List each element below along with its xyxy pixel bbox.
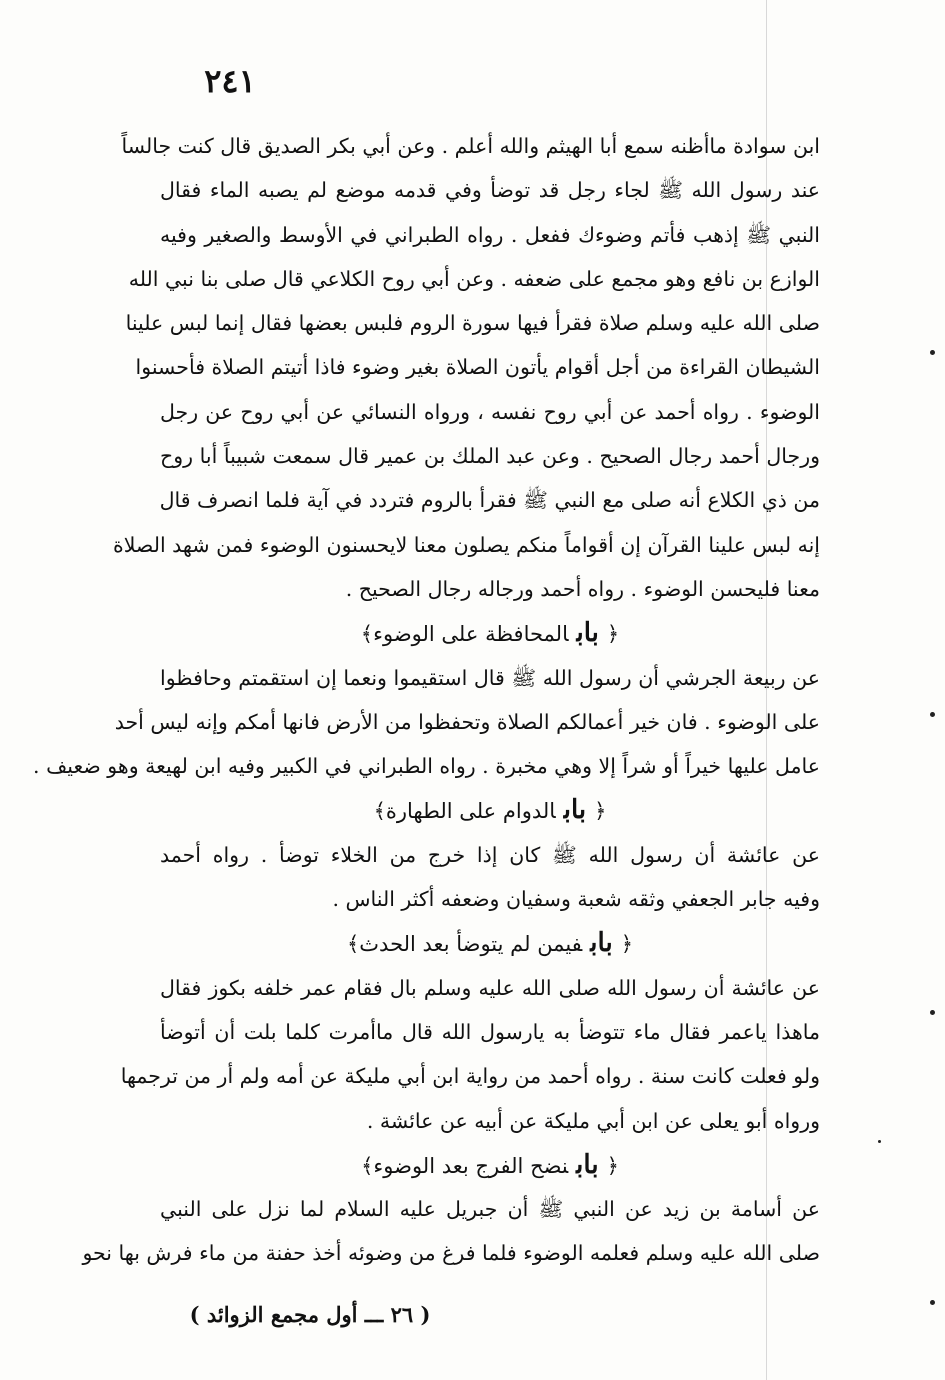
section-heading <box>160 788 820 832</box>
text-line: الشيطان القراءة من أجل أقوام يأتون الصلاة بغير وضوء فاذا أتيتم الصلاة فأحسنوا <box>135 355 820 380</box>
text-line: صلى الله عليه وسلم صلاة فقرأ فيها سورة الروم فلبس بعضها فقال إنما لبس علينا <box>125 311 820 336</box>
text-line: ولو فعلت كانت سنة . رواه أحمد من رواية ابن أبي مليكة عن أمه ولم أر من ترجمها <box>120 1064 820 1089</box>
heading-title: فيمن لم يتوضأ بعد الحدث <box>359 932 583 957</box>
heading-bracket-close: ﴾ <box>360 622 374 647</box>
text-line: عن ربيعة الجرشي أن رسول الله ﷺ قال استقيموا ونعما إن استقمتم وحافظوا <box>160 665 820 690</box>
text-line: صلى الله عليه وسلم فعلمه الوضوء فلما فرغ من وضوئه أخذ حفنة من ماء فرش بها نحو <box>82 1241 820 1266</box>
text-line: على الوضوء . فان خير أعمالكم الصلاة وتحفظوا من الأرض فانها أمكم وإنه ليس أحد <box>114 709 820 734</box>
margin-mark <box>930 712 935 717</box>
heading-bab-word: باب <box>563 795 587 826</box>
margin-mark <box>930 350 935 355</box>
text-line: عند رسول الله ﷺ لجاء رجل قد توضأ وفي قدمه موضع لم يصبه الماء فقال <box>160 178 820 203</box>
section-heading <box>160 1143 820 1187</box>
text-line: عامل عليها خيراً أو شراً إلا وهي مخبرة . رواه الطبراني في الكبير وفيه ابن لهيعة وهو ضعيف . <box>33 754 820 779</box>
text-line: من ذي الكلاع أنه صلى مع النبي ﷺ فقرأ بالروم فتردد في آية فلما انصرف قال <box>159 488 820 513</box>
heading-bracket-open: ﴿ <box>620 932 634 957</box>
text-line: ورواه أبو يعلى عن ابن أبي مليكة عن أبيه عن عائشة . <box>366 1108 820 1133</box>
margin-mark <box>878 1140 881 1143</box>
heading-title: نضح الفرج بعد الوضوء <box>373 1153 569 1178</box>
margin-mark <box>930 1300 935 1305</box>
text-line: عن عائشة أن رسول الله ﷺ كان إذا خرج من الخلاء توضأ . رواه أحمد <box>160 842 820 867</box>
text-line: ابن سوادة ماأظنه سمع أبا الهيثم والله أعلم . وعن أبي بكر الصديق قال كنت جالساً <box>121 134 820 158</box>
heading-bab-word: باب <box>590 928 613 959</box>
heading-bracket-close: ﴾ <box>373 799 386 824</box>
text-line: ماهذا ياعمر فقال ماء تتوضأ به يارسول الله قال ماأمرت كلما بلت أن أتوضأ <box>160 1019 820 1044</box>
heading-bracket-close: ﴾ <box>361 1153 374 1178</box>
text-line: عن عائشة أن رسول الله صلى الله عليه وسلم بال فقام عمر خلفه بكوز فقال <box>160 975 820 1000</box>
heading-bab-word: باب <box>576 618 599 649</box>
text-body <box>33 124 820 1276</box>
section-heading <box>160 611 820 655</box>
heading-title: الدوام على الطهارة <box>385 799 556 824</box>
text-line: وفيه جابر الجعفي وثقه شعبة وسفيان وضعفه أكثر الناس . <box>332 887 820 912</box>
text-line: النبي ﷺ إذهب فأتم وضوءك ففعل . رواه الطبراني في الأوسط والصغير وفيه <box>160 222 820 247</box>
margin-mark <box>930 1010 935 1015</box>
heading-bracket-open: ﴿ <box>594 799 607 824</box>
text-line: ورجال أحمد رجال الصحيح . وعن عبد الملك بن عمير قال سمعت شبيباً أبا روح <box>160 444 820 469</box>
text-line: عن أسامة بن زيد عن النبي ﷺ أن جبريل عليه السلام لما نزل على النبي <box>160 1197 820 1222</box>
section-heading <box>160 921 820 965</box>
text-line: الوازع بن نافع وهو مجمع على ضعفه . وعن أبي روح الكلاعي قال صلى بنا نبي الله <box>128 266 820 291</box>
heading-bracket-open: ﴿ <box>606 622 620 647</box>
heading-bracket-open: ﴿ <box>606 1153 619 1178</box>
text-line: معنا فليحسن الوضوء . رواه أحمد ورجاله رجال الصحيح . <box>345 576 820 601</box>
heading-bab-word: باب <box>576 1149 599 1180</box>
page-footer: ( ٢٦ ـــ أول مجمع الزوائد ) <box>189 1302 431 1327</box>
text-line: إنه لبس علينا القرآن إن أقواماً منكم يصلون معنا لايحسنون الوضوء فمن شهد الصلاة <box>112 532 820 557</box>
text-line: الوضوء . رواه أحمد عن أبي روح نفسه ، ورواه النسائي عن أبي روح عن رجل <box>160 399 820 424</box>
page-number: ٢٤١ <box>204 62 256 100</box>
heading-bracket-close: ﴾ <box>346 932 360 957</box>
heading-title: المحافظة على الوضوء <box>373 622 569 647</box>
